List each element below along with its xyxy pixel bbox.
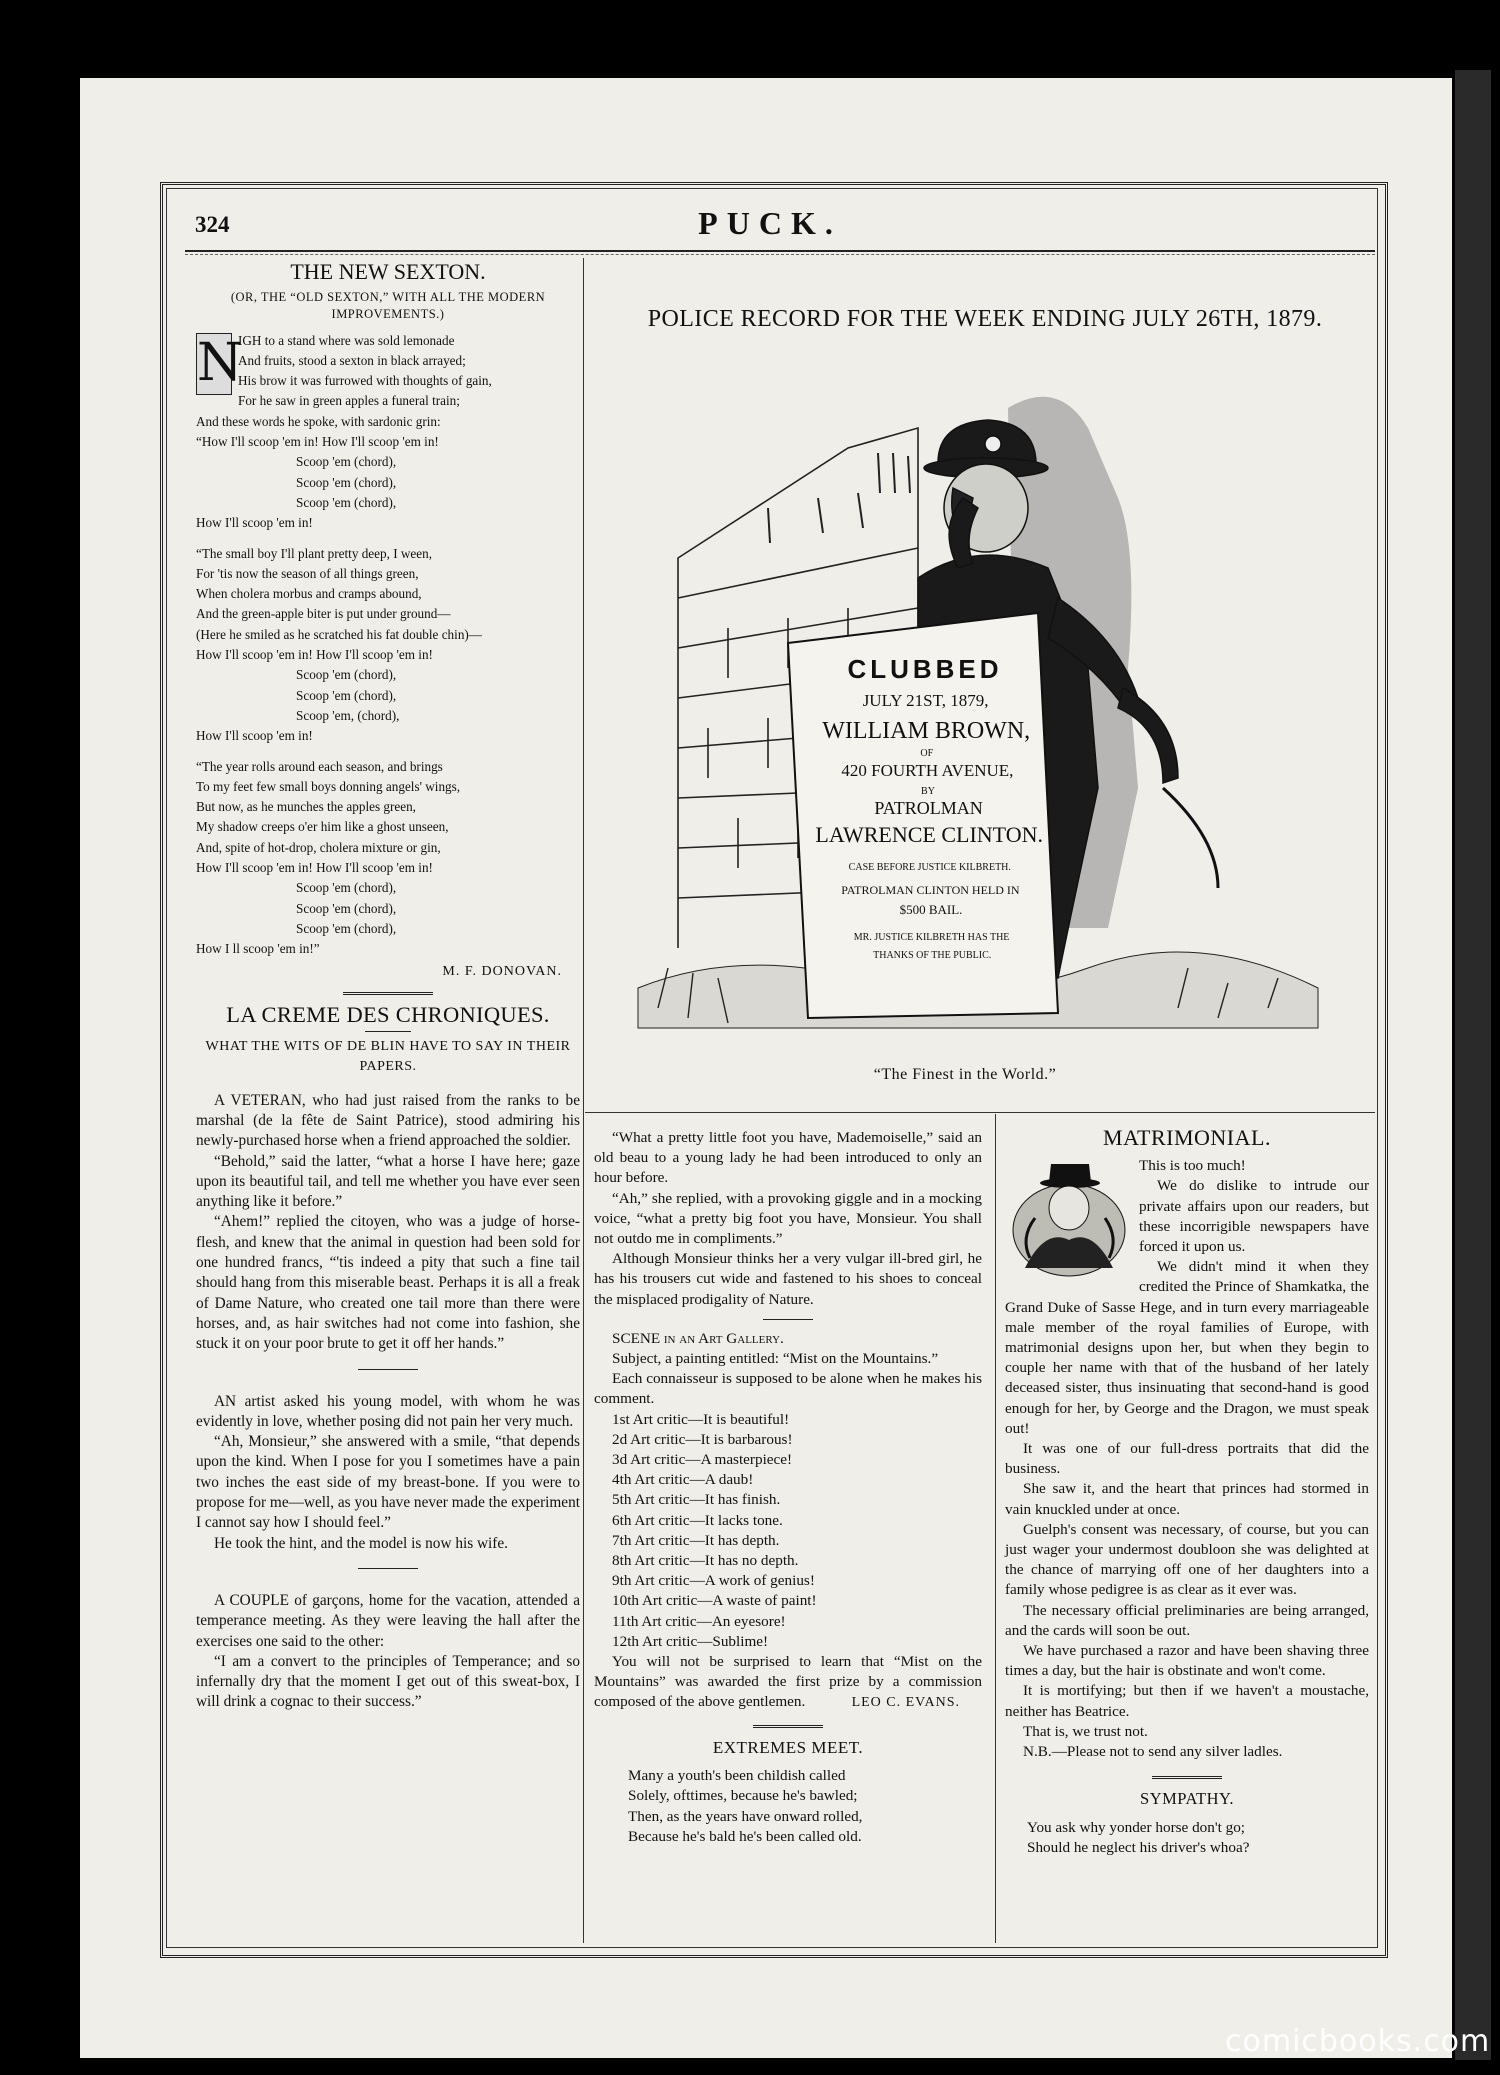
creme-p2: “Behold,” said the latter, “what a horse I have here; gaze upon its beautiful tail, and tell me whether you have ever seen anything like it before.” <box>196 1152 580 1211</box>
poem-line: Scoop 'em (chord), <box>296 900 397 916</box>
poem-line: “The year rolls around each season, and brings <box>196 758 443 774</box>
poem-line: When cholera morbus and cramps abound, <box>196 586 422 602</box>
poem-line: Scoop 'em, (chord), <box>296 707 400 723</box>
matrimonial-p3: It was one of our full-dress portraits that did the business. <box>1005 1440 1369 1478</box>
creme-p5: “Ah, Monsieur,” she answered with a smile, “that depends upon the kind. When I pose for you I sometimes have a pain two inches the east side of my breast-bone. If you were to propose for me—well, as you have never made the experiment I cannot say how I should feel.” <box>196 1433 580 1532</box>
poem-line: And, spite of hot-drop, cholera mixture or gin, <box>196 839 441 855</box>
binding-spine <box>1455 70 1491 2060</box>
poem-line: How I'll scoop 'em in! <box>196 728 313 744</box>
poem-line: IGH to a stand where was sold lemonade <box>238 332 455 348</box>
rule <box>763 1319 813 1320</box>
sexton-poem <box>196 331 580 960</box>
right-column <box>1005 1125 1369 1858</box>
matrimonial-p4: She saw it, and the heart that princes had stormed in vain knuckled under at once. <box>1005 1480 1369 1518</box>
rule <box>358 1369 418 1370</box>
critic-line: 8th Art critic—It has no depth. <box>612 1552 799 1570</box>
critic-line: 11th Art critic—An eyesore! <box>612 1612 786 1630</box>
poem-line: Solely, ofttimes, because he's bawled; <box>628 1787 858 1805</box>
critic-list <box>594 1410 982 1652</box>
poem-line: Then, as the years have onward rolled, <box>628 1807 863 1825</box>
matrimonial-lead: This is too much! <box>1139 1157 1246 1175</box>
poem-line: Scoop 'em (chord), <box>296 687 397 703</box>
mid-p3: Although Monsieur thinks her a very vulgar ill-bred girl, he has his trousers cut wide and fastened to his shoes to conceal the misplaced prodigality of Nature. <box>594 1250 982 1308</box>
rule <box>365 1031 411 1032</box>
poem-line: Scoop 'em (chord), <box>296 474 397 490</box>
poem-line: Scoop 'em (chord), <box>296 667 397 683</box>
header-rule <box>185 250 1375 252</box>
sign-line: JULY 21ST, 1879, <box>862 691 989 710</box>
matrimonial-p2: We didn't mind it when they credited the Prince of Shamkatka, the Grand Duke of Sasse Hege, and in turn every marriageable male member of the royal families of Europe, with matrimonial designs upon her, but when they begin to couple her name with that of the husband of her lately deceased sister, thus insinuating that second-hand is good enough for her, by George and the Dragon, we must speak out! <box>1005 1258 1369 1437</box>
sign-line: PATROLMAN <box>874 798 983 818</box>
sign-line: THANKS OF THE PUBLIC. <box>873 950 992 961</box>
poem-line <box>196 747 580 757</box>
matrimonial-p7: We have purchased a razor and have been shaving three times a day, but the hair is obstinate and won't come. <box>1005 1642 1369 1680</box>
poem-line: Because he's bald he's been called old. <box>628 1827 862 1845</box>
poem-line: How I ll scoop 'em in!” <box>196 941 320 957</box>
rule <box>358 1568 418 1569</box>
critic-line: 6th Art critic—It lacks tone. <box>612 1511 783 1529</box>
sexton-dropcap: N <box>197 332 243 393</box>
poem-line: For 'tis now the season of all things green, <box>196 565 419 581</box>
critic-line: 2d Art critic—It is barbarous! <box>612 1430 793 1448</box>
matrimonial-p10: N.B.—Please not to send any silver ladles. <box>1023 1743 1283 1761</box>
sexton-subtitle: (OR, THE “OLD SEXTON,” WITH ALL THE MODERN IMPROVEMENTS.) <box>230 289 546 321</box>
poem-line: For he saw in green apples a funeral train; <box>238 393 460 409</box>
poem-line: And the green-apple biter is put under ground— <box>196 606 451 622</box>
critic-line: 5th Art critic—It has finish. <box>612 1491 781 1509</box>
mid-each: Each connaisseur is supposed to be alone when he makes his comment. <box>594 1370 982 1408</box>
sign-line: 420 FOURTH AVENUE, <box>841 761 1014 780</box>
poem-line: How I'll scoop 'em in! How I'll scoop 'em in! <box>196 647 433 663</box>
left-column <box>196 259 580 1713</box>
creme-p1: A VETERAN, who had just raised from the ranks to be marshal (de la fête de Saint Patrice), stood admiring his newly-purchased horse when a friend approached the soldier. <box>196 1091 580 1150</box>
sign-line: CLUBBED <box>847 654 1003 684</box>
critic-line: 3d Art critic—A masterpiece! <box>612 1451 793 1469</box>
poem-line: How I'll scoop 'em in! How I'll scoop 'em in! <box>196 860 433 876</box>
mid-p2: “Ah,” she replied, with a provoking giggle and in a mocking voice, “what a pretty big foot you have, Monsieur. You shall not outdo me in compliments.” <box>594 1189 982 1248</box>
matrimonial-p8: It is mortifying; but then if we haven't a moustache, neither has Beatrice. <box>1005 1682 1369 1720</box>
critic-line: 10th Art critic—A waste of paint! <box>612 1592 817 1610</box>
poem-line: Many a youth's been childish called <box>628 1767 846 1785</box>
mid-p1: “What a pretty little foot you have, Mademoiselle,” said an old beau to a young lady he had been introduced to only an hour before. <box>594 1129 982 1187</box>
police-caption: “The Finest in the World.” <box>873 1066 1057 1083</box>
sign-line: WILLIAM BROWN, <box>822 718 1031 744</box>
column-divider-right <box>995 1114 996 1943</box>
critic-line: 7th Art critic—It has depth. <box>612 1531 780 1549</box>
rule <box>343 992 433 995</box>
poem-line: Scoop 'em (chord), <box>296 880 397 896</box>
poem-line: But now, as he munches the apples green, <box>196 799 416 815</box>
police-title: POLICE RECORD FOR THE WEEK ENDING JULY 26TH, 1879. <box>647 306 1323 332</box>
creme-p8: “I am a convert to the principles of Temperance; and so infernally dry that the moment I get out of this sweat-box, I will drink a cognac to their success.” <box>196 1652 580 1711</box>
poem-line: You ask why yonder horse don't go; <box>1027 1818 1246 1836</box>
critic-line: 9th Art critic—A work of genius! <box>612 1572 815 1590</box>
rule <box>753 1725 823 1728</box>
sign-line: OF <box>920 748 934 759</box>
creme-p6: He took the hint, and the model is now his wife. <box>214 1534 508 1552</box>
poem-line: “How I'll scoop 'em in! How I'll scoop 'em in! <box>196 434 439 450</box>
sign-line: $500 BAIL. <box>899 902 963 917</box>
mid-scene: SCENE in an Art Gallery. <box>612 1329 784 1347</box>
extremes-title: EXTREMES MEET. <box>712 1737 864 1757</box>
poem-line: How I'll scoop 'em in! <box>196 515 313 531</box>
sign-line: LAWRENCE CLINTON. <box>815 822 1043 847</box>
matrimonial-p1: We do dislike to intrude our private affairs upon our readers, but these incorrigible newspapers have forced it upon us. <box>1139 1177 1369 1256</box>
middle-column <box>594 1128 982 1847</box>
matrimonial-title: MATRIMONIAL. <box>1103 1125 1271 1150</box>
creme-p3: “Ahem!” replied the citoyen, who was a judge of horse-flesh, and knew that the animal in question had been sold for one hundred francs, “'tis indeed a pity that such a fine tail should hang from this miserable beast. Perhaps it is all a freak of Dame Nature, who created one tail more than there were horses, and, as hair switches had not come into fashion, she stuck it on your poor brute to get it off her hands.” <box>196 1213 580 1353</box>
creme-p4: AN artist asked his young model, with whom he was evidently in love, whether posing did not pain her very much. <box>196 1392 580 1430</box>
rule <box>1152 1776 1222 1779</box>
sympathy-title: SYMPATHY. <box>1140 1789 1234 1809</box>
poem-line: Should he neglect his driver's whoa? <box>1027 1838 1250 1856</box>
watermark: comicbooks.com <box>1225 2024 1491 2059</box>
sign-line: CASE BEFORE JUSTICE KILBRETH. <box>848 862 1011 873</box>
poem-line: And these words he spoke, with sardonic grin: <box>196 413 441 429</box>
mid-end: You will not be surprised to learn that “Mist on the Mountains” was awarded the first prize by a commission composed of the above gentlemen. <box>594 1653 982 1711</box>
poem-line: “The small boy I'll plant pretty deep, I ween, <box>196 545 433 561</box>
header-rule-dashed <box>185 254 1375 255</box>
critic-line: 4th Art critic—A daub! <box>612 1471 754 1489</box>
sexton-author: M. F. DONOVAN. <box>442 963 562 979</box>
column-divider-left <box>583 258 584 1943</box>
mid-author: LEO C. EVANS. <box>851 1694 960 1710</box>
section-divider <box>585 1112 1375 1113</box>
sympathy-poem <box>1005 1818 1369 1858</box>
sign-line: PATROLMAN CLINTON HELD IN <box>841 883 1020 897</box>
masthead: PUCK. <box>698 205 842 241</box>
poem-line: His brow it was furrowed with thoughts of gain, <box>238 373 492 389</box>
critic-line: 12th Art critic—Sublime! <box>612 1632 769 1650</box>
critic-line: 1st Art critic—It is beautiful! <box>612 1410 790 1428</box>
police-illustration <box>618 368 1338 1058</box>
sign-line: BY <box>921 786 935 797</box>
sign-line: MR. JUSTICE KILBRETH HAS THE <box>853 932 1010 943</box>
poem-line: (Here he smiled as he scratched his fat double chin)— <box>196 626 482 642</box>
creme-p7: A COUPLE of garçons, home for the vacation, attended a temperance meeting. As they were leaving the hall after the exercises one said to the other: <box>196 1591 580 1650</box>
page-number: 324 <box>195 212 230 237</box>
matrimonial-p9: That is, we trust not. <box>1023 1722 1148 1740</box>
portrait-illustration <box>1005 1158 1133 1286</box>
matrimonial-p5: Guelph's consent was necessary, of course, but you can just wager your undermost doubloon she was delighted at the chance of marrying off one of her daughters into a family whose pedigree is as clear as it ever was. <box>1005 1520 1369 1599</box>
poem-line: Scoop 'em (chord), <box>296 454 397 470</box>
poem-line: To my feet few small boys donning angels' wings, <box>196 778 461 794</box>
poem-line: And fruits, stood a sexton in black arrayed; <box>238 352 466 368</box>
mid-subject: Subject, a painting entitled: “Mist on the Mountains.” <box>612 1350 939 1368</box>
poem-line: Scoop 'em (chord), <box>296 920 397 936</box>
matrimonial-p6: The necessary official preliminaries are being arranged, and the cards will soon be out. <box>1005 1601 1369 1639</box>
creme-title: LA CREME DES CHRONIQUES. <box>226 1002 550 1028</box>
extremes-poem <box>594 1766 982 1847</box>
creme-subtitle: WHAT THE WITS OF DE BLIN HAVE TO SAY IN THEIR PAPERS. <box>205 1038 571 1074</box>
poem-line: Scoop 'em (chord), <box>296 494 397 510</box>
poem-line: My shadow creeps o'er him like a ghost unseen, <box>196 819 449 835</box>
sexton-title: THE NEW SEXTON. <box>290 259 486 284</box>
poem-line <box>196 534 580 544</box>
